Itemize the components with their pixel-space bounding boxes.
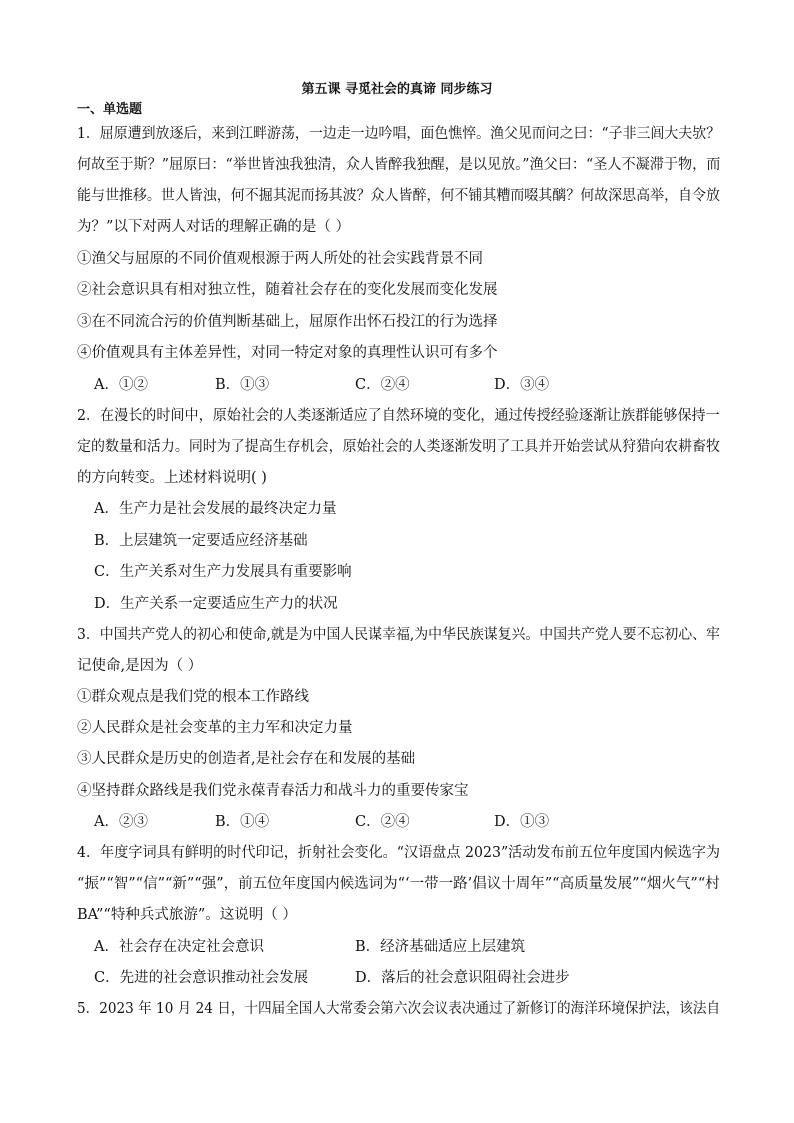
q2-option-c: C．生产关系对生产力发展具有重要影响 — [94, 564, 352, 580]
q4-stem-line-1: 4．年度字词具有鲜明的时代印记，折射社会变化。“汉语盘点 2023”活动发布前五位年度国内候选字为 — [77, 845, 721, 861]
q2-option-d: D．生产关系一定要适应生产力的状况 — [94, 596, 338, 612]
q3-item-1: ①群众观点是我们党的根本工作路线 — [77, 689, 309, 705]
q1-stem-line-4: 为？”以下对两人对话的理解正确的是（ ） — [77, 219, 351, 235]
q1-option-c: C．②④ — [355, 377, 410, 393]
q3-item-4: ④坚持群众路线是我们党永葆青春活力和战斗力的重要传家宝 — [77, 783, 469, 799]
q1-stem-line-2: 何故至于斯？”屈原曰：“举世皆浊我独清，众人皆醉我独醒，是以见放。”渔父曰：“圣人不凝滞于物，而 — [77, 157, 721, 173]
q1-item-1: ①渔父与屈原的不同价值观根源于两人所处的社会实践背景不同 — [77, 251, 483, 267]
q5-stem-line-1: 5．2023 年 10 月 24 日，十四届全国人大常委会第六次会议表决通过了新修订的海洋环境保护法，该法自 — [77, 1001, 721, 1017]
q2-stem-line-3: 的方向转变。上述材料说明( ) — [77, 470, 267, 486]
q3-option-d: D．①③ — [494, 814, 550, 830]
section-heading: 一、单选题 — [77, 102, 143, 117]
q2-option-b: B．上层建筑一定要适应经济基础 — [94, 533, 308, 549]
q3-item-3: ③人民群众是历史的创造者,是社会存在和发展的基础 — [77, 751, 416, 767]
q4-stem-line-3: BA”“特种兵式旅游”。这说明（ ） — [77, 907, 297, 923]
q1-item-2: ②社会意识具有相对独立性，随着社会存在的变化发展而变化发展 — [77, 282, 498, 298]
q3-option-b: B．①④ — [215, 814, 270, 830]
q3-option-a: A．②③ — [94, 814, 148, 830]
q1-stem-line-3: 能与世推移。世人皆浊，何不掘其泥而扬其波？众人皆醉，何不铺其糟而啜其醨？何故深思高举，自令放 — [77, 188, 720, 204]
q2-stem-line-2: 定的数量和活力。同时为了提高生存机会，原始社会的人类逐渐发明了工具并开始尝试从狩猎向农耕畜牧 — [77, 439, 720, 455]
q1-item-4: ④价值观具有主体差异性，对同一特定对象的真理性认识可有多个 — [77, 345, 498, 361]
q1-stem-line-1: 1．屈原遭到放逐后，来到江畔游荡，一边走一边吟唱，面色憔悴。渔父见而问之曰：“子非三闾大夫欤？ — [77, 126, 721, 142]
q2-option-a: A．生产力是社会发展的最终决定力量 — [94, 501, 337, 517]
q1-option-a: A．①② — [94, 377, 148, 393]
q4-option-c: C．先进的社会意识推动社会发展 — [94, 970, 309, 986]
q4-option-d: D．落后的社会意识阻碍社会进步 — [355, 970, 570, 986]
q1-option-d: D．③④ — [494, 377, 550, 393]
q1-option-b: B．①③ — [215, 377, 270, 393]
page-title: 第五课 寻觅社会的真谛 同步练习 — [301, 82, 493, 97]
q3-stem-line-2: 记使命,是因为（ ） — [77, 658, 203, 674]
q4-stem-line-2: “振”“智”“信”“新”“强”，前五位年度国内候选词为“‘一带一路’倡议十周年”“高质量发展”“烟火气”“村 — [77, 876, 720, 892]
q4-option-a: A．社会存在决定社会意识 — [94, 939, 264, 955]
q3-stem-line-1: 3．中国共产党人的初心和使命,就是为中国人民谋幸福,为中华民族谋复兴。中国共产党人要不忘初心、牢 — [77, 627, 720, 643]
q3-option-c: C．②④ — [355, 814, 410, 830]
q3-item-2: ②人民群众是社会变革的主力军和决定力量 — [77, 720, 353, 736]
q1-item-3: ③在不同流合污的价值判断基础上，屈原作出怀石投江的行为选择 — [77, 314, 498, 330]
q2-stem-line-1: 2．在漫长的时间中，原始社会的人类逐渐适应了自然环境的变化，通过传授经验逐渐让族群能够保持一 — [77, 408, 720, 424]
q4-option-b: B．经济基础适应上层建筑 — [355, 939, 526, 955]
